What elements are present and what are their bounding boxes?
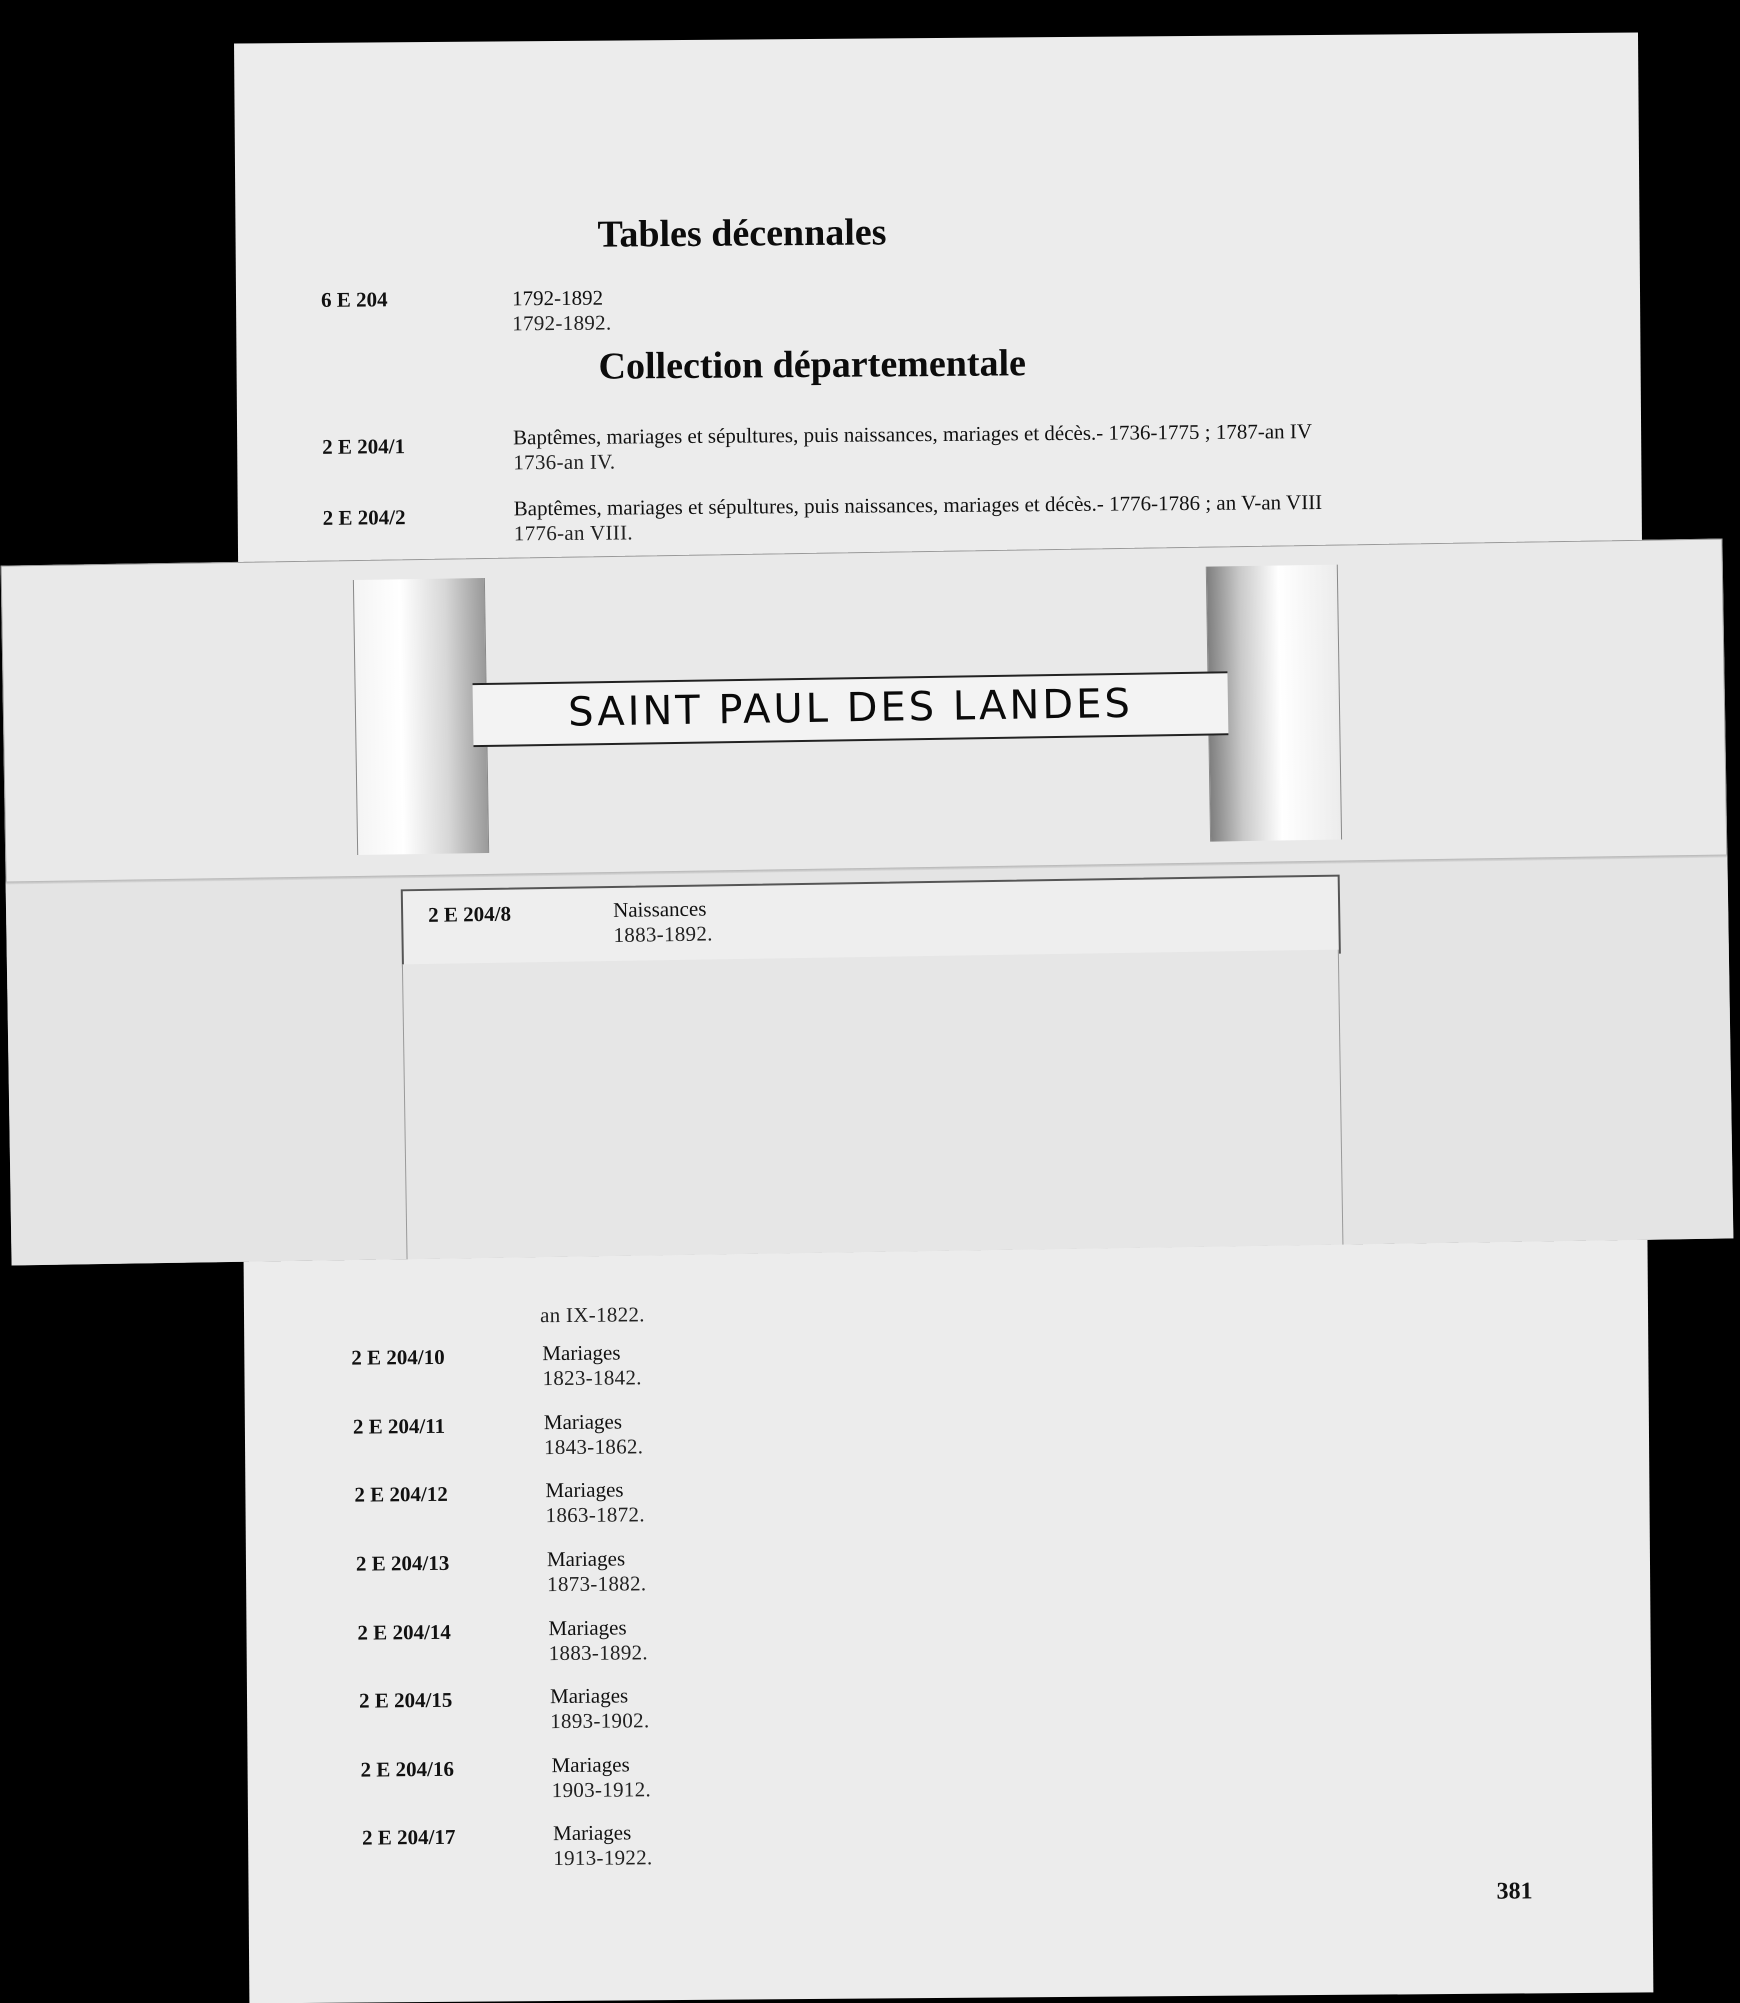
entry-title: 1792-1892	[511, 285, 604, 311]
entry-title: Mariages	[549, 1683, 629, 1709]
paper-band-overlay	[1, 539, 1734, 1266]
entry-cote: 2 E 204/1	[322, 434, 406, 459]
entry-dates: 1873-1882.	[547, 1571, 647, 1597]
band-label-text: SAINT PAUL DES LANDES	[567, 680, 1134, 736]
entry-cote: 2 E 204/16	[360, 1756, 455, 1782]
band-label	[473, 671, 1229, 747]
section-heading-collection-departementale: Collection départementale	[598, 342, 1027, 388]
section-heading-tables-decennales: Tables décennales	[597, 211, 887, 256]
entry-title: Baptêmes, mariages et sépultures, puis naissances, mariages et décès.- 1736-1775 ; 1787-an IV	[513, 419, 1313, 450]
entry-title: Mariages	[552, 1820, 632, 1846]
entry-title: Naissances	[612, 896, 707, 922]
entry-dates: an IX-1822.	[539, 1302, 645, 1328]
page-number: 381	[1496, 1878, 1533, 1905]
entry-dates: 1792-1892.	[512, 310, 612, 336]
entry-dates: 1883-1892.	[548, 1640, 649, 1666]
entry-dates: 1863-1872.	[545, 1502, 645, 1528]
entry-cote: 2 E 204/12	[354, 1481, 448, 1507]
entry-title: Mariages	[548, 1615, 627, 1641]
entry-dates: 1736-an IV.	[513, 449, 616, 475]
entry-title: Mariages	[543, 1409, 623, 1435]
entry-cote: 2 E 204/8	[427, 901, 512, 927]
band-strap-left	[353, 578, 489, 855]
entry-dates: 1913-1922.	[553, 1845, 653, 1871]
entry-cote: 2 E 204/15	[358, 1687, 453, 1713]
entry-cote: 2 E 204/11	[352, 1413, 446, 1439]
entry-title: Mariages	[551, 1752, 630, 1778]
entry-dates: 1883-1892.	[613, 921, 713, 947]
entry-dates: 1893-1902.	[550, 1708, 650, 1734]
entry-cote: 2 E 204/13	[355, 1550, 450, 1576]
entry-title: Mariages	[546, 1546, 626, 1572]
entry-dates: 1903-1912.	[551, 1777, 652, 1803]
entry-title: Mariages	[545, 1477, 624, 1503]
entry-dates: 1776-an VIII.	[513, 520, 633, 546]
entry-title: Mariages	[542, 1340, 621, 1366]
entry-cote: 2 E 204/10	[351, 1344, 445, 1370]
entry-cote: 2 E 204/14	[357, 1619, 451, 1645]
entry-cote: 6 E 204	[320, 287, 388, 312]
entry-cote: 2 E 204/17	[362, 1824, 456, 1850]
entry-title: Baptêmes, mariages et sépultures, puis naissances, mariages et décès.- 1776-1786 ; an V-an VIII	[513, 489, 1323, 521]
band-inner-panel	[402, 950, 1344, 1265]
entry-cote: 2 E 204/2	[322, 505, 406, 530]
entry-dates: 1823-1842.	[542, 1365, 642, 1391]
entry-dates: 1843-1862.	[543, 1434, 644, 1460]
